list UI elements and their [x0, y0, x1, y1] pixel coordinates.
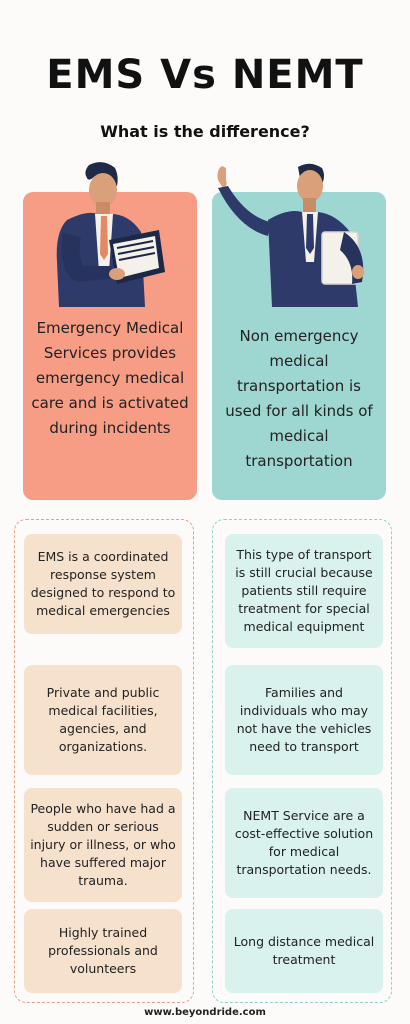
doctor-pointing-illustration	[212, 162, 386, 307]
nemt-point-2: Families and individuals who may not have the vehicles need to transport	[225, 665, 383, 775]
nemt-point-1: This type of transport is still crucial because patients still require treatment for special medical equipment	[225, 534, 383, 648]
ems-point-3: People who have had a sudden or serious injury or illness, or who have suffered major trauma.	[24, 788, 182, 902]
ems-point-4: Highly trained professionals and volunteers	[24, 909, 182, 993]
doctor-with-book-illustration	[37, 162, 167, 307]
ems-points-panel	[14, 519, 194, 1003]
ems-point-1: EMS is a coordinated response system designed to respond to medical emergencies	[24, 534, 182, 634]
ems-card	[23, 192, 197, 500]
nemt-points-panel	[212, 519, 392, 1003]
page-subtitle: What is the difference?	[100, 122, 310, 141]
nemt-description: Non emergency medical transportation is used for all kinds of medical transportation	[225, 327, 373, 470]
nemt-card	[212, 192, 386, 500]
ems-description: Emergency Medical Services provides emergency medical care and is activated during incidents	[31, 319, 189, 437]
nemt-point-3: NEMT Service are a cost-effective solution for medical transportation needs.	[225, 788, 383, 898]
ems-point-2: Private and public medical facilities, agencies, and organizations.	[24, 665, 182, 775]
nemt-point-4: Long distance medical treatment	[225, 909, 383, 993]
footer-url[interactable]: www.beyondride.com	[144, 1007, 266, 1018]
page-title: EMS Vs NEMT	[46, 52, 364, 98]
